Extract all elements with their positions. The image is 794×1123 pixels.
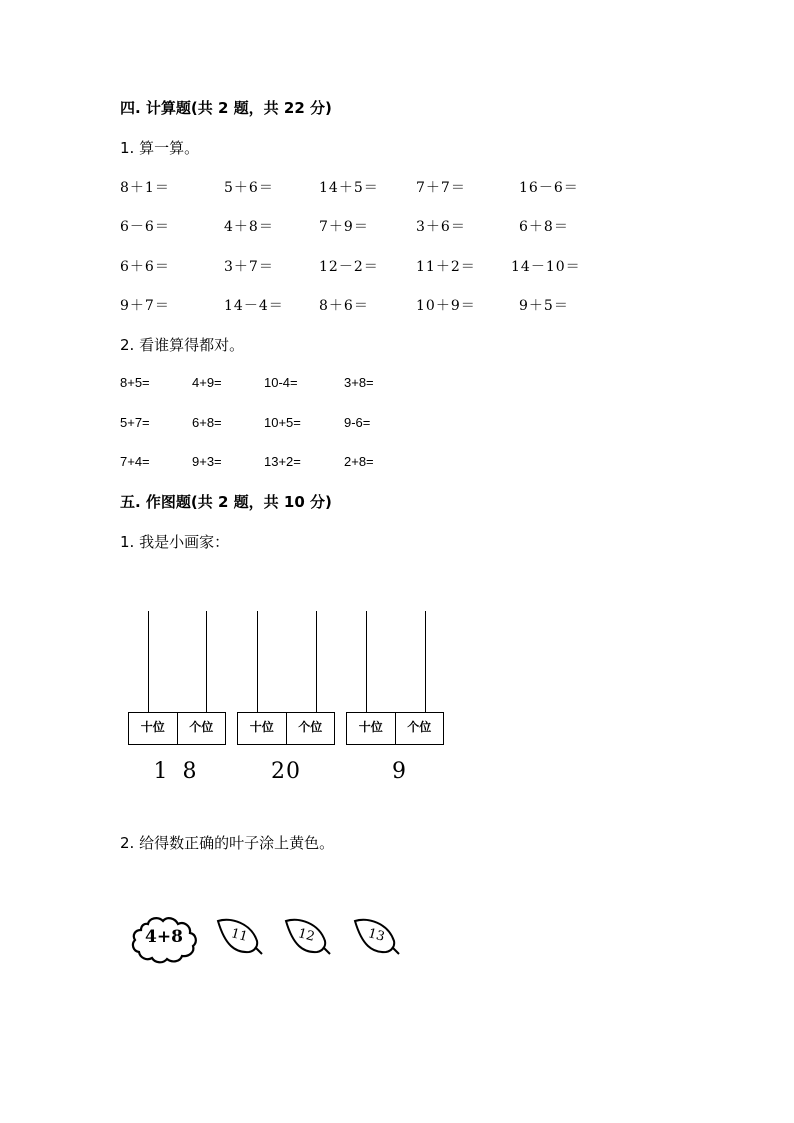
abacus: [346, 611, 444, 784]
equation: 9-6=: [344, 415, 371, 430]
tens-label: 十位: [249, 720, 274, 734]
abacus-number: 1 8: [153, 759, 201, 784]
equation: 11＋2＝: [416, 259, 476, 275]
equation: 4+9=: [192, 375, 222, 390]
place-value-box: [237, 712, 335, 745]
abacus-number: 20: [271, 759, 301, 784]
question-5-2-label: 2. 给得数正确的叶子涂上黄色。: [120, 834, 335, 852]
equation: 3＋7＝: [224, 259, 274, 275]
place-value-box: [346, 712, 444, 745]
equation: 6＋6＝: [120, 259, 170, 275]
equation: 5+7=: [120, 415, 150, 430]
equation: 14－10＝: [511, 259, 581, 275]
cloud-shape: [129, 910, 199, 966]
ones-rod: [206, 611, 207, 713]
equation: 12－2＝: [319, 259, 379, 275]
tens-label: 十位: [140, 720, 165, 734]
leaf-option[interactable]: [283, 917, 333, 957]
ones-label: 个位: [177, 713, 226, 744]
cloud-expression: 4+8: [145, 927, 183, 947]
equation: 13+2=: [264, 454, 301, 469]
question-4-1-label: 1. 算一算。: [120, 139, 200, 157]
equation: 8＋1＝: [120, 180, 170, 196]
ones-label: 个位: [286, 713, 335, 744]
abacus: [128, 611, 226, 784]
ones-rod: [316, 611, 317, 713]
equation: 6+8=: [192, 415, 222, 430]
ones-rod: [425, 611, 426, 713]
equation: 3+8=: [344, 375, 374, 390]
section4-title: 四. 计算题(共 2 题，共 22 分): [120, 99, 332, 117]
equation: 4＋8＝: [224, 219, 274, 235]
tens-rod: [366, 611, 367, 713]
equation: 10＋9＝: [416, 298, 476, 314]
leaf-number: 13: [366, 926, 387, 945]
leaf-option[interactable]: [215, 917, 265, 957]
leaf-number: 12: [296, 926, 317, 945]
place-value-box: [128, 712, 226, 745]
equation: 10+5=: [264, 415, 301, 430]
equation: 6－6＝: [120, 219, 170, 235]
tens-rod: [257, 611, 258, 713]
equation: 7＋7＝: [416, 180, 466, 196]
equation: 14＋5＝: [319, 180, 379, 196]
equation: 10-4=: [264, 375, 298, 390]
equation: 6＋8＝: [519, 219, 569, 235]
equation: 8＋6＝: [319, 298, 369, 314]
equation: 14－4＝: [224, 298, 284, 314]
equation: 7+4=: [120, 454, 150, 469]
abacus: [237, 611, 335, 784]
section5-title: 五. 作图题(共 2 题，共 10 分): [120, 493, 332, 511]
equation: 2+8=: [344, 454, 374, 469]
tens-label: 十位: [358, 720, 383, 734]
equation: 8+5=: [120, 375, 150, 390]
equation: 9+3=: [192, 454, 222, 469]
abacus-number: 9: [392, 759, 410, 784]
equation: 16－6＝: [519, 180, 579, 196]
equation: 7＋9＝: [319, 219, 369, 235]
tens-rod: [148, 611, 149, 713]
question-4-2-label: 2. 看谁算得都对。: [120, 336, 245, 354]
question-5-1-label: 1. 我是小画家：: [120, 533, 230, 551]
equation: 3＋6＝: [416, 219, 466, 235]
ones-label: 个位: [395, 713, 444, 744]
leaf-option[interactable]: [352, 917, 402, 957]
equation: 9＋7＝: [120, 298, 170, 314]
equation: 5＋6＝: [224, 180, 274, 196]
equation: 9＋5＝: [519, 298, 569, 314]
leaf-number: 11: [229, 926, 250, 945]
